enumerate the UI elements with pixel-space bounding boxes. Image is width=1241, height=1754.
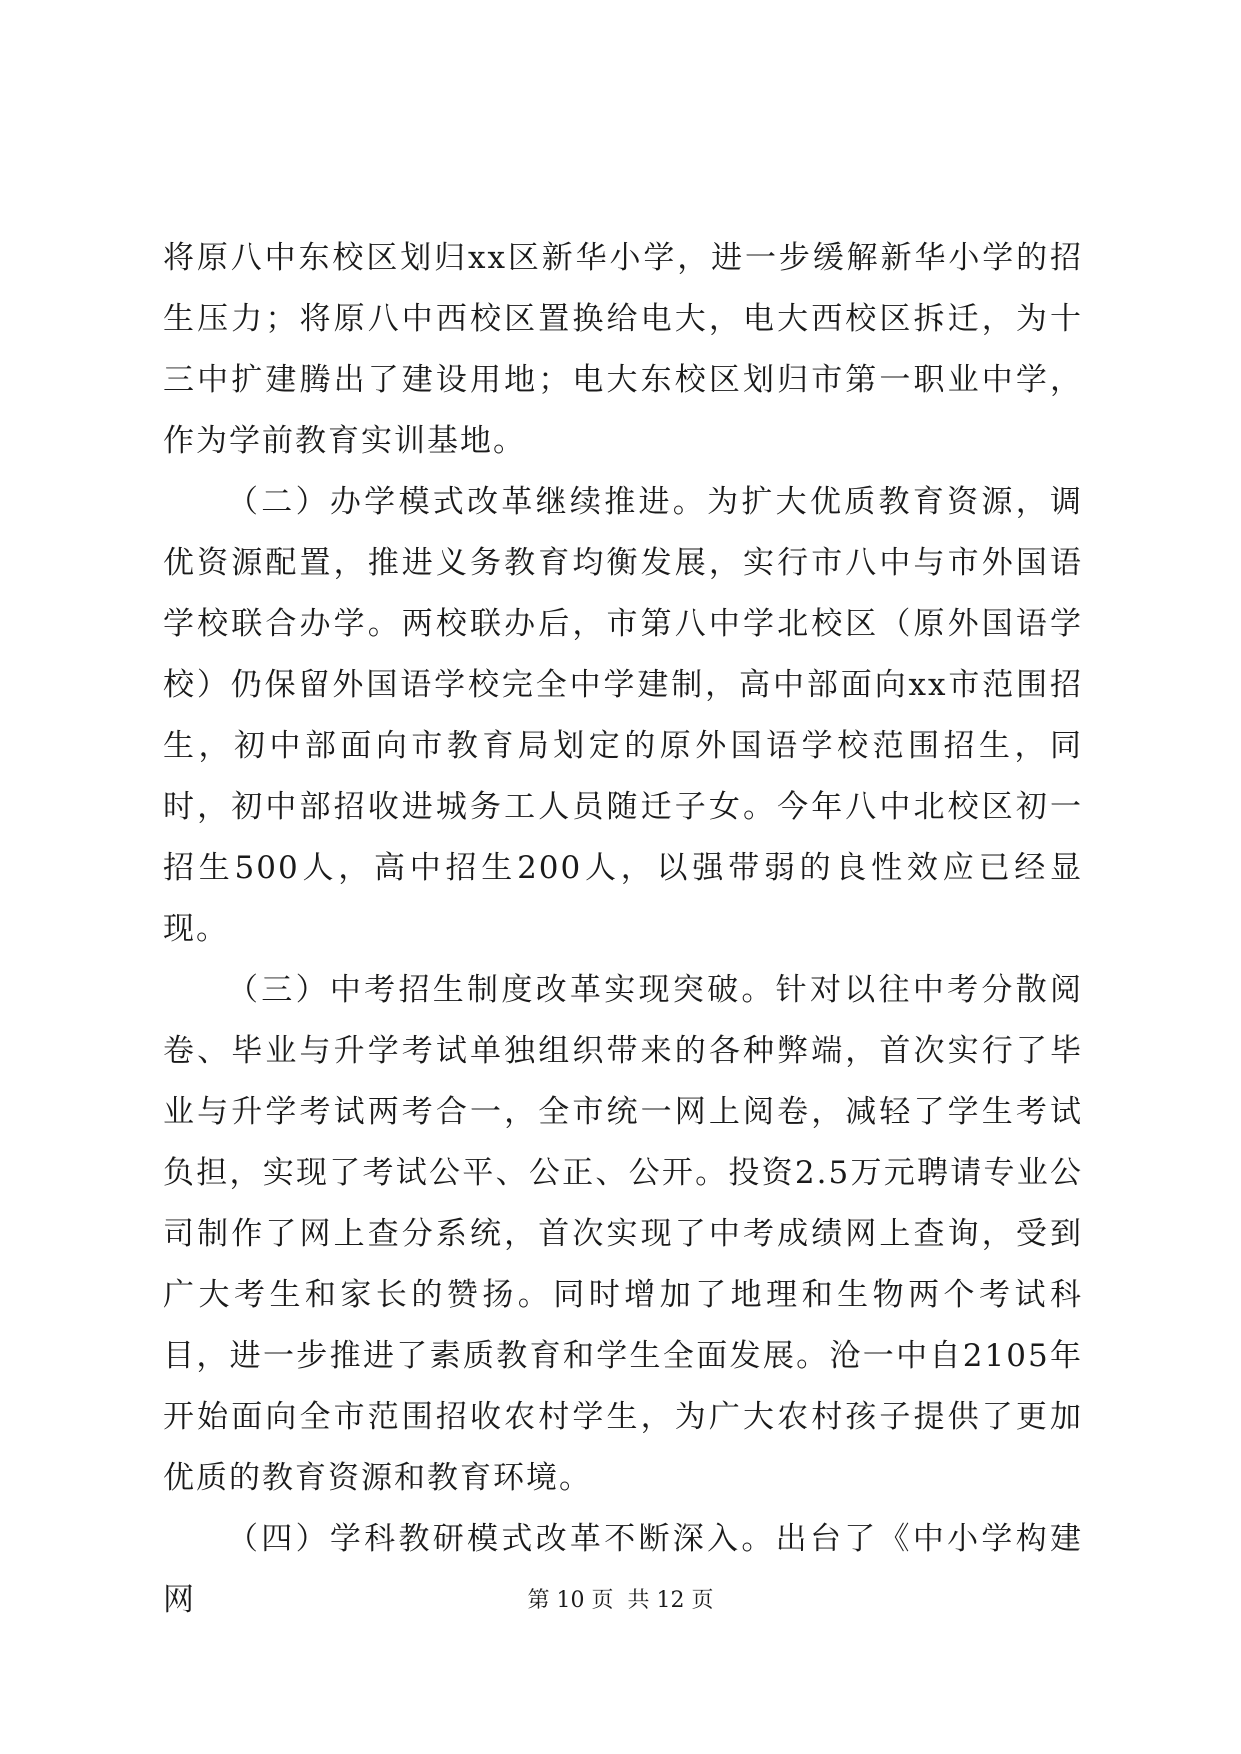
page-number: 第 10 页 bbox=[527, 1588, 614, 1613]
page-total: 共 12 页 bbox=[627, 1588, 714, 1613]
page-footer bbox=[0, 1586, 1241, 1616]
paragraph-1: 将原八中东校区划归xx区新华小学，进一步缓解新华小学的招生压力；将原八中西校区置换给电大，电大西校区拆迁，为十三中扩建腾出了建设用地；电大东校区划归市第一职业中学，作为学前教育实训基地。 bbox=[163, 240, 1083, 459]
paragraph-2: （二）办学模式改革继续推进。为扩大优质教育资源，调优资源配置，推进义务教育均衡发展，实行市八中与市外国语学校联合办学。两校联办后，市第八中学北校区（原外国语学校）仍保留外国语学校完全中学建制，高中部面向xx市范围招生，初中部面向市教育局划定的原外国语学校范围招生，同时，初中部招收进城务工人员随迁子女。今年八中北校区初一招生500人，高中招生200人，以强带弱的良性效应已经显现。 bbox=[163, 484, 1083, 947]
document-body bbox=[163, 228, 1083, 1631]
paragraph-3: （三）中考招生制度改革实现突破。针对以往中考分散阅卷、毕业与升学考试单独组织带来的各种弊端，首次实行了毕业与升学考试两考合一，全市统一网上阅卷，减轻了学生考试负担，实现了考试公平、公正、公开。投资2.5万元聘请专业公司制作了网上查分系统，首次实现了中考成绩网上查询，受到广大考生和家长的赞扬。同时增加了地理和生物两个考试科目，进一步推进了素质教育和学生全面发展。沧一中自2105年开始面向全市范围招收农村学生，为广大农村孩子提供了更加优质的教育资源和教育环境。 bbox=[163, 972, 1083, 1496]
paragraph-4: （四）学科教研模式改革不断深入。出台了《中小学构建网 bbox=[163, 1521, 1083, 1618]
